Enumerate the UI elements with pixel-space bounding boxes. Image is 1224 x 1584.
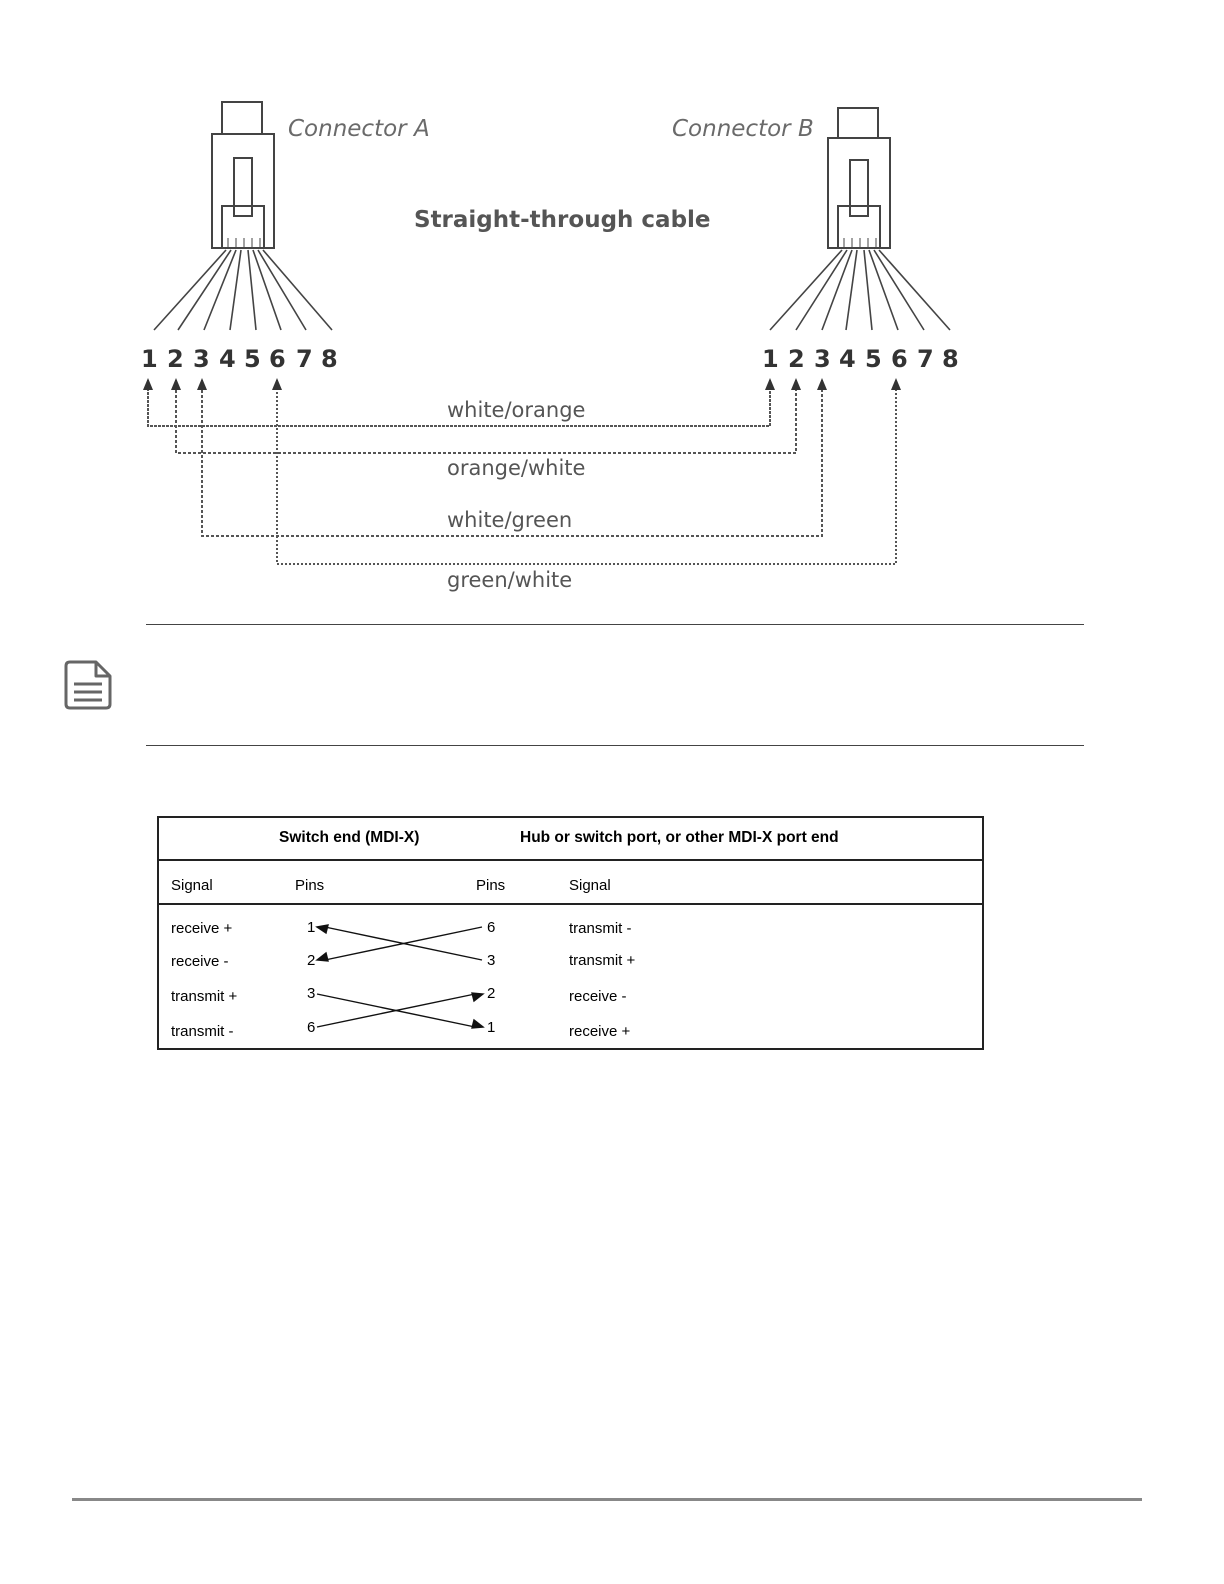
pin-a-3: 3 <box>193 345 210 373</box>
row2-right-pin: 3 <box>487 952 496 969</box>
crossover-pinout-table <box>157 816 984 1050</box>
row4-left-pin: 6 <box>307 1019 316 1036</box>
row1-left-pin: 1 <box>307 919 316 936</box>
subheader-pins-left: Pins <box>295 877 325 894</box>
connector-a-label: Connector A <box>288 116 430 142</box>
pin-b-3: 3 <box>814 345 831 373</box>
wire-label-white-orange: white/orange <box>447 398 586 422</box>
table-header-switch-end: Switch end (MDI-X) <box>279 829 420 846</box>
subheader-signal-left: Signal <box>171 877 213 894</box>
straight-through-cable-diagram <box>0 0 1224 620</box>
wire-arrowheads <box>143 378 901 390</box>
connector-b-pin-numbers <box>762 345 959 373</box>
row3-left-signal: transmit + <box>171 988 238 1005</box>
row2-right-signal: transmit + <box>569 952 636 969</box>
note-document-icon <box>62 660 114 712</box>
row2-left-signal: receive - <box>171 953 229 970</box>
wire-label-white-green: white/green <box>447 508 573 532</box>
pin-a-6: 6 <box>269 345 286 373</box>
connector-b-plug <box>828 108 890 248</box>
row1-right-pin: 6 <box>487 919 496 936</box>
row4-left-signal: transmit - <box>171 1023 234 1040</box>
pin-a-8: 8 <box>321 345 338 373</box>
wire-label-green-white: green/white <box>447 568 573 592</box>
crossover-arrows <box>159 818 982 1048</box>
footer-rule <box>72 1498 1142 1501</box>
row4-right-pin: 1 <box>487 1019 496 1036</box>
pin-b-7: 7 <box>917 345 934 373</box>
pin-b-5: 5 <box>865 345 882 373</box>
table-header-hub-end: Hub or switch port, or other MDI-X port end <box>520 829 839 846</box>
connector-a-plug <box>212 102 274 248</box>
pin-b-4: 4 <box>839 345 856 373</box>
note-bottom-rule <box>146 745 1084 746</box>
pin-b-8: 8 <box>942 345 959 373</box>
pin-b-1: 1 <box>762 345 779 373</box>
diagram-title: Straight-through cable <box>414 207 711 233</box>
connector-b-fanout-wires <box>770 250 950 330</box>
wire-label-orange-white: orange/white <box>447 456 586 480</box>
connector-a-pin-numbers <box>141 345 338 373</box>
pin-a-7: 7 <box>296 345 313 373</box>
note-top-rule <box>146 624 1084 625</box>
pin-b-2: 2 <box>788 345 805 373</box>
subheader-pins-right: Pins <box>476 877 506 894</box>
pin-a-5: 5 <box>244 345 261 373</box>
pin-a-1: 1 <box>141 345 158 373</box>
row3-right-pin: 2 <box>487 985 496 1002</box>
row3-left-pin: 3 <box>307 985 316 1002</box>
pin-b-6: 6 <box>891 345 908 373</box>
row1-right-signal: transmit - <box>569 920 632 937</box>
row4-right-signal: receive + <box>569 1023 631 1040</box>
connector-b-label: Connector B <box>672 116 814 142</box>
pin-a-2: 2 <box>167 345 184 373</box>
row2-left-pin: 2 <box>307 952 316 969</box>
subheader-signal-right: Signal <box>569 877 611 894</box>
pin-a-4: 4 <box>219 345 236 373</box>
row3-right-signal: receive - <box>569 988 627 1005</box>
row1-left-signal: receive + <box>171 920 233 937</box>
connector-a-fanout-wires <box>154 250 332 330</box>
